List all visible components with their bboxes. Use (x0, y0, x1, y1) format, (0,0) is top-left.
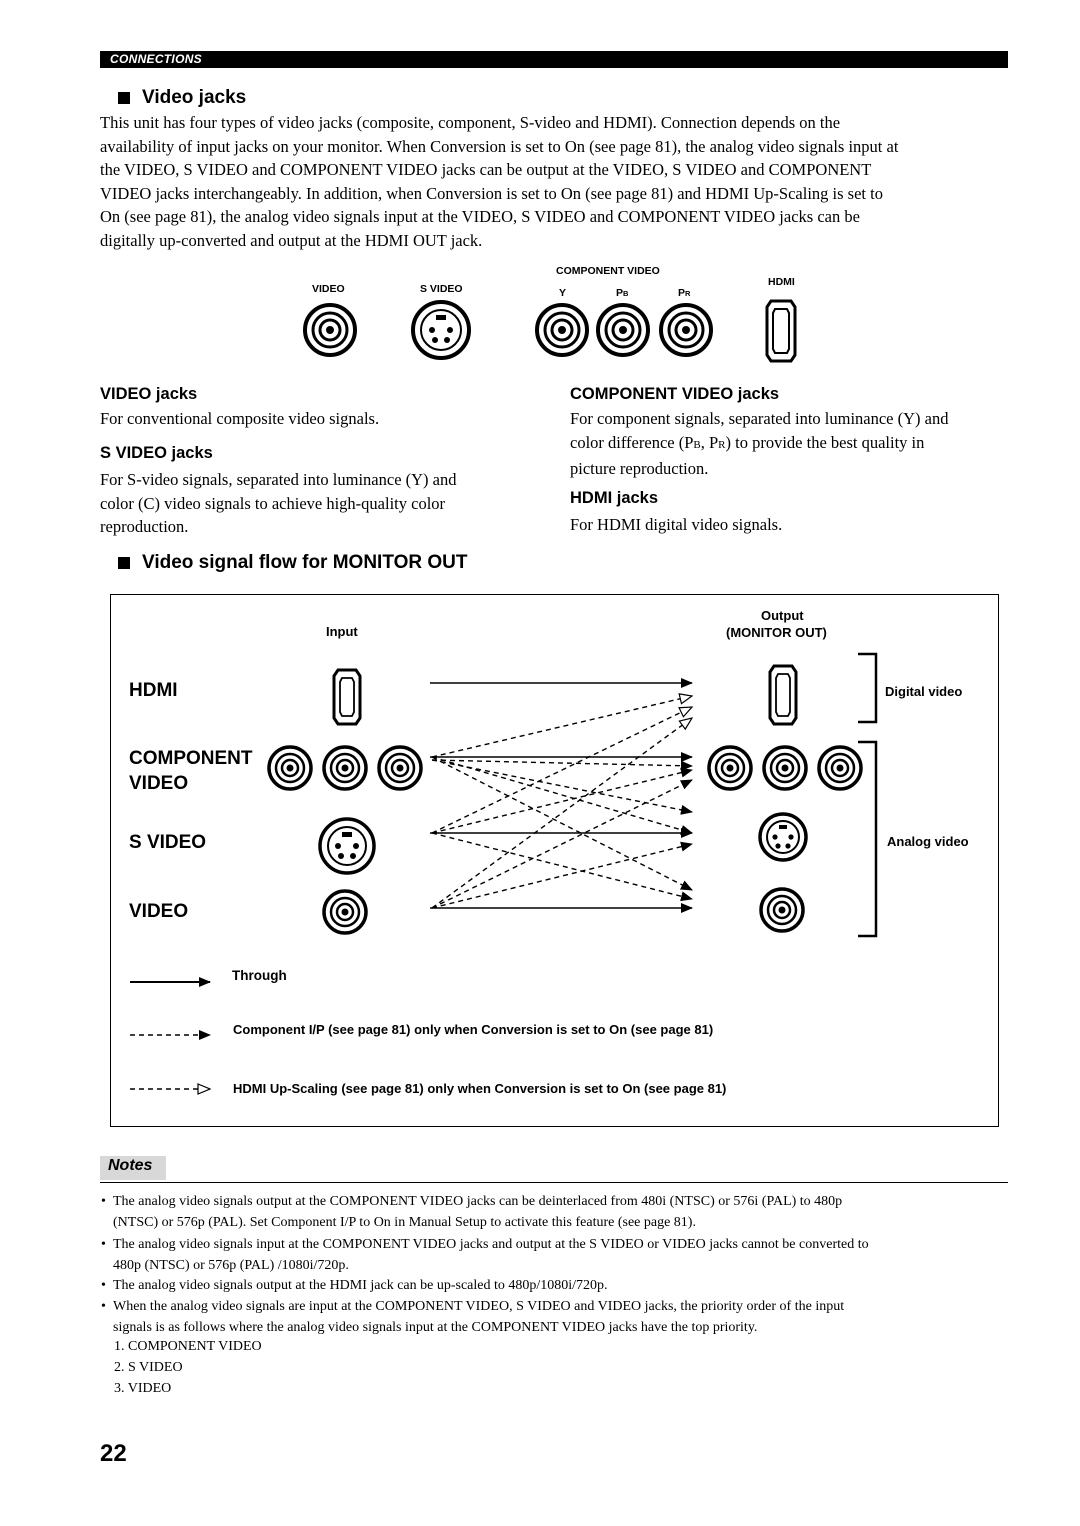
video-jacks-heading (118, 87, 246, 109)
video-jacks-heading-text: Video jacks (142, 87, 247, 108)
component-y-jack-icon (537, 305, 587, 355)
y-label: Y (559, 287, 567, 299)
input-label: Input (326, 624, 358, 639)
notes-divider (100, 1182, 1008, 1183)
note-item (100, 1297, 1010, 1338)
section-header-label: CONNECTIONS (110, 52, 202, 66)
heading-bullet-square (118, 557, 130, 569)
row-label-hdmi: HDMI (129, 680, 178, 701)
paragraph-line: availability of input jacks on your monitor. When Conversion is set to On (see page 81), the analog video signals input at (100, 136, 899, 156)
pr-main: P (678, 287, 686, 299)
desc-subscript: R (718, 438, 726, 451)
hdmi-jacks-desc: For HDMI digital video signals. (570, 515, 783, 534)
flow-diagram-graphics (110, 594, 999, 1127)
analog-video-label: Analog video (887, 834, 969, 849)
hdmi-jack-label: HDMI (768, 276, 795, 288)
output-hdmi-jack-icon (770, 666, 796, 724)
page-number: 22 (100, 1440, 127, 1467)
notes-label: Notes (108, 1157, 153, 1174)
priority-item: 2. S VIDEO (114, 1360, 183, 1375)
desc-fragment: , P (700, 432, 719, 452)
input-hdmi-jack-icon (334, 670, 360, 724)
video-jacks-desc: For conventional composite video signals. (100, 409, 380, 428)
note-item (100, 1192, 1010, 1233)
video-jacks-subtitle: VIDEO jacks (100, 385, 198, 403)
desc-fragment: color difference (P (570, 432, 694, 452)
row-label-svideo: S VIDEO (129, 832, 207, 853)
pr-sub: R (685, 289, 691, 298)
pb-sub: B (623, 289, 629, 298)
row-label-component-video: VIDEO (129, 773, 189, 794)
svideo-jacks-subtitle: S VIDEO jacks (100, 444, 213, 462)
output-component-pr-jack-icon (819, 747, 861, 789)
component-pb-jack-icon (598, 305, 648, 355)
desc-line (570, 431, 949, 458)
note-line: When the analog video signals are input at the COMPONENT VIDEO, S VIDEO and VIDEO jacks, the priority order of the input (113, 1299, 845, 1314)
note-item (100, 1235, 1010, 1276)
note-bullet: • (101, 1194, 106, 1209)
legend-hdmi-upscaling-label: HDMI Up-Scaling (see page 81) only when Conversion is set to On (see page 81) (233, 1081, 727, 1096)
input-component-y-jack-icon (269, 747, 311, 789)
pb-main: P (616, 287, 624, 299)
priority-item: 3. VIDEO (114, 1381, 172, 1396)
note-item (100, 1276, 1010, 1297)
note-bullet: • (101, 1299, 106, 1314)
svideo-jacks-desc (100, 468, 457, 539)
svideo-jack-label: S VIDEO (420, 283, 463, 295)
desc-subscript: B (693, 438, 701, 451)
row-label-component: COMPONENT (129, 748, 253, 769)
monitor-out-label: (MONITOR OUT) (726, 625, 827, 640)
component-pr-jack-icon (661, 305, 711, 355)
note-line: (NTSC) or 576p (PAL). Set Component I/P to On in Manual Setup to activate this feature (see page 81). (113, 1214, 696, 1230)
note-line: signals is as follows where the analog video signals input at the COMPONENT VIDEO jacks have the top priority. (113, 1319, 758, 1335)
priority-item: 1. COMPONENT VIDEO (114, 1339, 262, 1354)
desc-fragment: ) to provide the best quality in (725, 432, 925, 452)
input-video-jack-icon (324, 891, 366, 933)
row-label-video: VIDEO (129, 901, 189, 922)
component-jacks-desc (570, 407, 949, 481)
hdmi-upscaling-arrows (432, 696, 692, 908)
paragraph-line: the VIDEO, S VIDEO and COMPONENT VIDEO jacks can be output at the VIDEO, S VIDEO and COMPONENT (100, 160, 872, 180)
legend-through-label: Through (232, 968, 287, 983)
legend-component-ip-label: Component I/P (see page 81) only when Conversion is set to On (see page 81) (233, 1022, 714, 1037)
note-line: The analog video signals output at the HDMI jack can be up-scaled to 480p/1080i/720p. (113, 1278, 608, 1293)
output-component-y-jack-icon (709, 747, 751, 789)
output-label: Output (761, 608, 804, 623)
desc-line: color (C) video signals to achieve high-quality color (100, 493, 446, 513)
signal-flow-heading (118, 552, 467, 574)
through-arrows (430, 683, 692, 908)
desc-line: reproduction. (100, 517, 189, 537)
paragraph-line: VIDEO jacks interchangeably. In addition, when Conversion is set to On (see page 81) and HDMI Up-Scaling is set to (100, 183, 883, 203)
signal-flow-heading-text: Video signal flow for MONITOR OUT (142, 552, 468, 573)
notes-tag (100, 1156, 166, 1180)
desc-line: For S-video signals, separated into luminance (Y) and (100, 470, 457, 489)
note-line: The analog video signals input at the COMPONENT VIDEO jacks and output at the S VIDEO or VIDEO jacks cannot be converted to (113, 1237, 869, 1252)
paragraph-line: This unit has four types of video jacks (composite, component, S-video and HDMI). Connection depends on the (100, 113, 841, 132)
section-header-bar (100, 51, 1008, 68)
svideo-jack-icon (413, 302, 469, 358)
note-bullet: • (101, 1237, 106, 1252)
desc-line: For component signals, separated into luminance (Y) and (570, 409, 949, 428)
paragraph-line: On (see page 81), the analog video signals input at the VIDEO, S VIDEO and COMPONENT VIDEO jacks can be (100, 207, 860, 227)
digital-video-label: Digital video (885, 684, 963, 699)
output-component-pb-jack-icon (764, 747, 806, 789)
note-line: The analog video signals output at the COMPONENT VIDEO jacks can be deinterlaced from 480i (NTSC) or 576i (PAL) to 480p (113, 1194, 843, 1209)
paragraph-line: digitally up-converted and output at the HDMI OUT jack. (100, 230, 483, 250)
output-svideo-jack-icon (760, 814, 806, 860)
video-jacks-paragraph (100, 111, 1015, 253)
input-component-pr-jack-icon (379, 747, 421, 789)
digital-video-bracket (858, 654, 876, 722)
heading-bullet-square (118, 92, 130, 104)
input-component-pb-jack-icon (324, 747, 366, 789)
video-jack-icon (305, 305, 355, 355)
hdmi-jacks-subtitle: HDMI jacks (570, 489, 659, 507)
jack-illustrations (290, 295, 830, 375)
desc-line: picture reproduction. (570, 459, 709, 479)
note-bullet: • (101, 1278, 106, 1293)
note-line: 480p (NTSC) or 576p (PAL) /1080i/720p. (113, 1257, 349, 1273)
component-jacks-subtitle: COMPONENT VIDEO jacks (570, 385, 780, 403)
hdmi-jack-icon (767, 301, 795, 361)
video-jack-label: VIDEO (312, 283, 345, 295)
output-video-jack-icon (761, 889, 803, 931)
component-jack-label: COMPONENT VIDEO (556, 265, 660, 277)
input-svideo-jack-icon (320, 819, 374, 873)
